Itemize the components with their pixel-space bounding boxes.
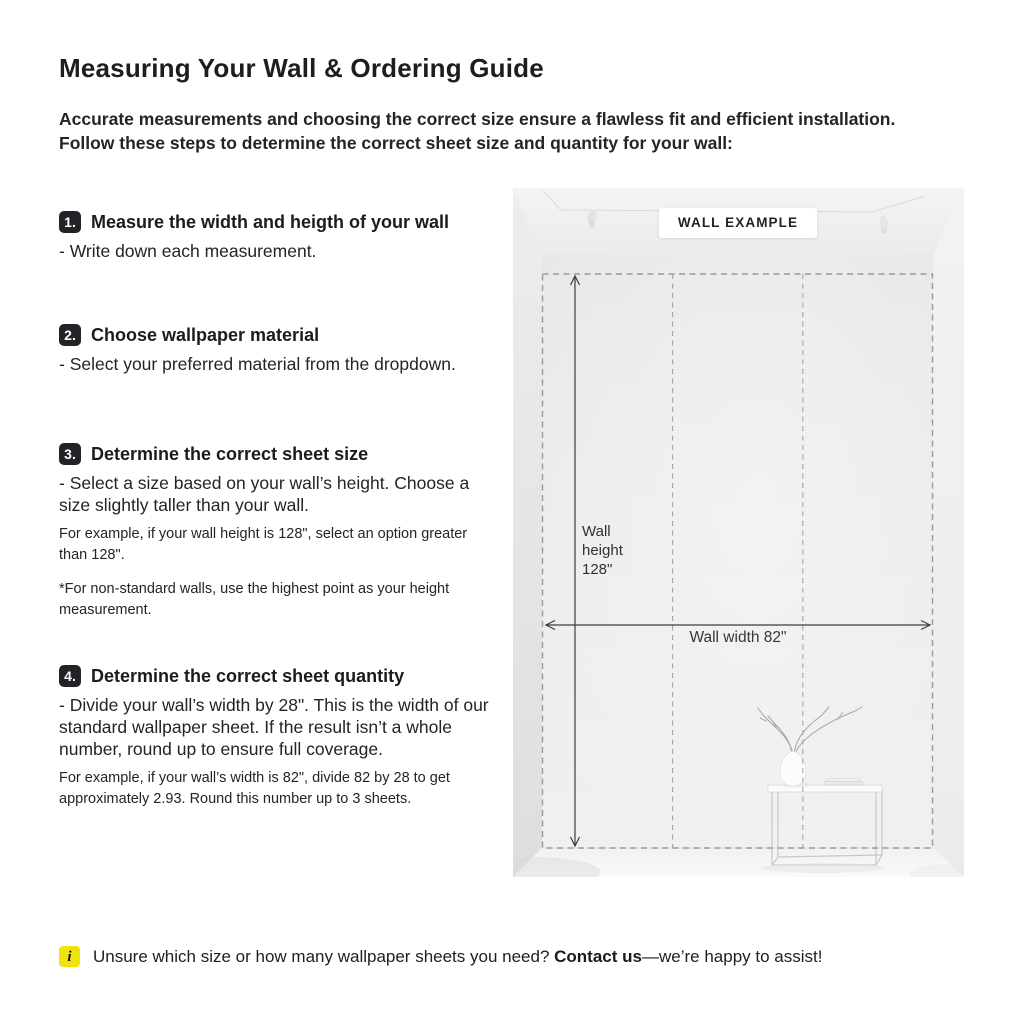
step-1-instruction: - Write down each measurement. [59,241,317,261]
step-3 [59,443,529,621]
table-shadow [761,863,885,873]
step-3-instruction: - Select a size based on your wall’s height. Choose a size slightly taller than your wall. [59,473,470,515]
info-icon: i [59,946,80,967]
contact-us-link[interactable]: Contact us [554,947,642,966]
step-4-title: Determine the correct sheet quantity [91,666,405,686]
wall-height-label: Wall height 128" [582,523,623,578]
step-2 [59,324,529,375]
step-4-example: For example, if your wall’s width is 82", divide 82 by 28 to get approximately 2.93. Round this number up to 3 sheets. [59,770,450,807]
right-wall [933,188,964,877]
left-wall [513,188,542,877]
step-3-title: Determine the correct sheet size [91,444,369,464]
footer-text: Unsure which size or how many wallpaper sheets you need? Contact us—we’re happy to assist! [93,947,823,966]
step-2-number-badge: 2. [59,324,81,346]
footer-note [59,946,822,968]
step-3-note: *For non-standard walls, use the highest point as your height measurement. [59,581,450,618]
step-2-title: Choose wallpaper material [91,325,320,345]
wall-example-label: WALL EXAMPLE [659,208,817,238]
intro-paragraph [59,107,999,155]
step-4-instruction: - Divide your wall’s width by 28". This is the width of our standard wallpaper sheet. If the result isn’t a whole number, round up to ensure full coverage. [59,695,489,759]
books-on-table [824,779,863,786]
step-3-number-badge: 3. [59,443,81,465]
page-title: Measuring Your Wall & Ordering Guide [59,53,544,83]
wall-example-image [513,188,964,877]
intro-line-2: Follow these steps to determine the correct sheet size and quantity for your wall: [59,133,733,153]
intro-line-1: Accurate measurements and choosing the correct size ensure a flawless fit and efficient installation. [59,109,896,129]
step-1 [59,211,529,262]
room-illustration [513,188,964,877]
step-4-number-badge: 4. [59,665,81,687]
step-2-instruction: - Select your preferred material from the dropdown. [59,354,456,374]
step-1-number-badge: 1. [59,211,81,233]
step-1-title: Measure the width and heigth of your wall [91,212,450,232]
step-4 [59,665,529,810]
wall-width-label: Wall width 82" [689,629,787,646]
step-3-example: For example, if your wall height is 128", select an option greater than 128". [59,526,468,563]
